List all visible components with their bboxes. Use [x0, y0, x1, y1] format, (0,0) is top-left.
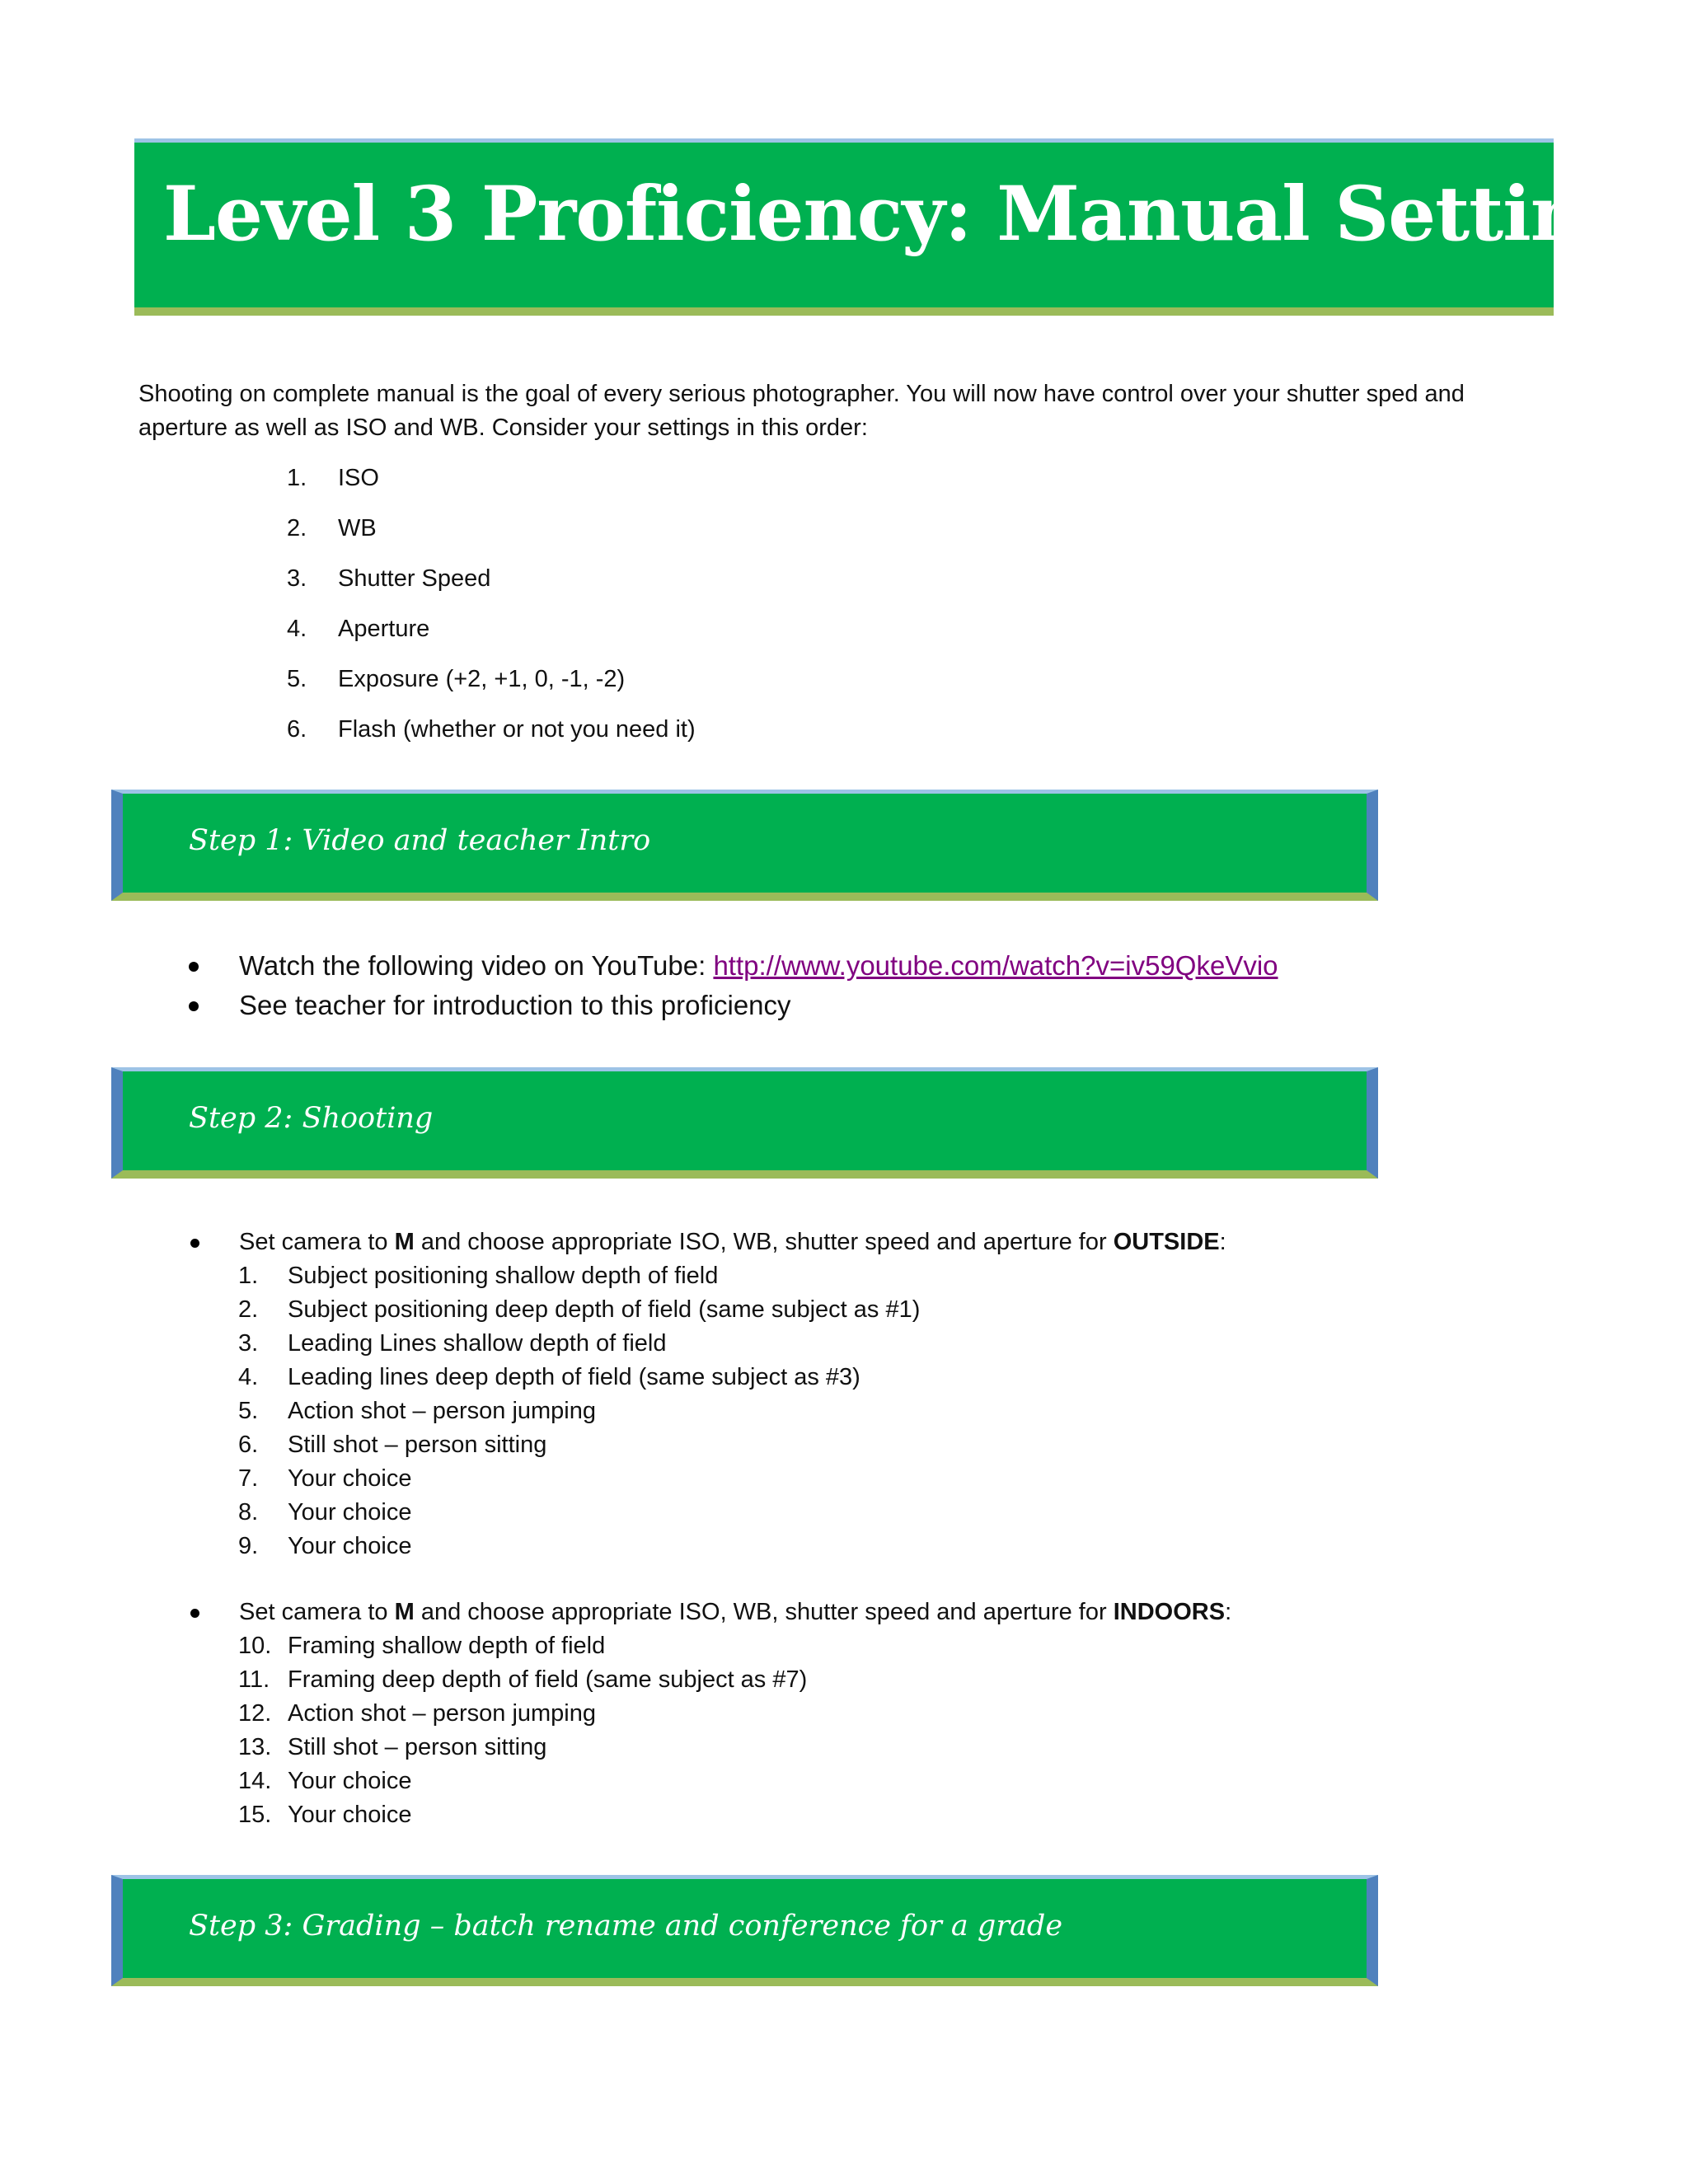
- list-item: 8. Your choice: [238, 1499, 412, 1526]
- list-item: Watch the following video on YouTube: http://www.youtube.com/watch?v=iv59QkeVvio: [186, 946, 1278, 986]
- step3-heading: Step 3: Grading – batch rename and conference for a grade: [189, 1910, 1063, 1943]
- list-item: 14. Your choice: [238, 1768, 412, 1794]
- page-title: Level 3 Proficiency: Manual Settings: [163, 171, 1677, 258]
- list-item: 5. Action shot – person jumping: [238, 1398, 596, 1424]
- step1-banner: [111, 790, 1378, 901]
- indoors-shot-list: [238, 1629, 807, 1832]
- list-item: 4. Leading lines deep depth of field (same subject as #3): [238, 1364, 860, 1390]
- list-item: 11. Framing deep depth of field (same subject as #7): [238, 1666, 808, 1693]
- list-item: 13. Still shot – person sitting: [238, 1734, 547, 1760]
- step1-heading: Step 1: Video and teacher Intro: [189, 824, 651, 857]
- list-item: 1. ISO: [287, 465, 379, 491]
- step2-banner: [111, 1067, 1378, 1179]
- list-item: 2. WB: [287, 515, 377, 541]
- step1-bullets: [186, 946, 1278, 1025]
- list-item: 15. Your choice: [238, 1802, 412, 1828]
- list-item: 2. Subject positioning deep depth of field (same subject as #1): [238, 1296, 921, 1323]
- youtube-link[interactable]: http://www.youtube.com/watch?v=iv59QkeVvio: [713, 950, 1278, 981]
- list-item: See teacher for introduction to this proficiency: [186, 986, 1278, 1025]
- list-item: 9. Your choice: [238, 1533, 412, 1559]
- step3-banner: [111, 1875, 1378, 1986]
- step2-heading: Step 2: Shooting: [189, 1102, 434, 1135]
- list-item: 7. Your choice: [238, 1465, 412, 1492]
- list-item: 12. Action shot – person jumping: [238, 1700, 596, 1727]
- list-item: 6. Still shot – person sitting: [238, 1432, 547, 1458]
- intro-paragraph: Shooting on complete manual is the goal of every serious photographer. You will now have control over your shutter sped and aperture as well as ISO and WB. Consider your settings in this order:: [138, 381, 1465, 441]
- list-item: 3. Leading Lines shallow depth of field: [238, 1330, 667, 1357]
- bullet-icon: [189, 1001, 199, 1011]
- bullet-icon: [190, 1609, 199, 1618]
- bullet-icon: [189, 962, 199, 972]
- indoors-instruction: Set camera to M and choose appropriate ISO, WB, shutter speed and aperture for INDOORS:: [186, 1596, 1231, 1629]
- title-banner: [134, 138, 1677, 316]
- list-item: 6. Flash (whether or not you need it): [287, 716, 696, 743]
- settings-order-list: [287, 462, 696, 763]
- list-item: 3. Shutter Speed: [287, 565, 491, 592]
- list-item: 5. Exposure (+2, +1, 0, -1, -2): [287, 666, 626, 692]
- list-item: 4. Aperture: [287, 616, 430, 642]
- list-item: 10. Framing shallow depth of field: [238, 1633, 606, 1659]
- outside-shot-list: [238, 1259, 920, 1563]
- outside-instruction: Set camera to M and choose appropriate ISO, WB, shutter speed and aperture for OUTSIDE:: [186, 1226, 1226, 1259]
- list-item: 1. Subject positioning shallow depth of field: [238, 1263, 719, 1289]
- bullet-icon: [190, 1239, 199, 1248]
